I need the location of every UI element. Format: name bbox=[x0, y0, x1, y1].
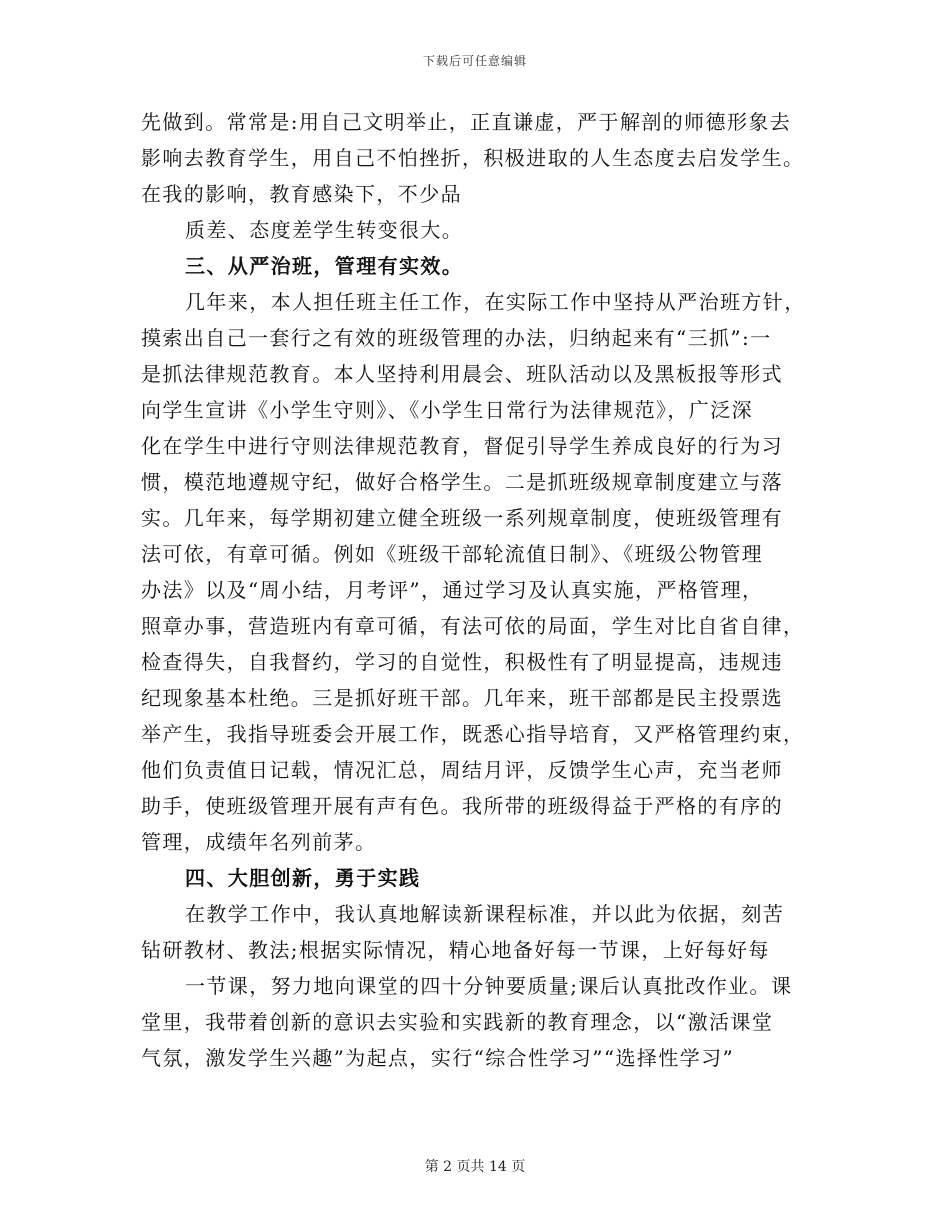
text-line-2: 影响去教育学生，用自己不怕挫折，积极进取的人生态度去启发学生。 bbox=[141, 146, 805, 170]
text-line-17: 纪现象基本杜绝。三是抓好班干部。几年来，班干部都是民主投票选 bbox=[141, 686, 783, 710]
text-line-1: 先做到。常常是:用自己文明举止，正直谦虚，严于解剖的师德形象去 bbox=[141, 110, 792, 134]
section-heading-3: 三、从严治班，管理有实效。 bbox=[185, 254, 464, 278]
text-line-3: 在我的影响，教育感染下，不少品 bbox=[141, 182, 462, 206]
text-line-10: 化在学生中进行守则法律规范教育，督促引导学生养成良好的行为习 bbox=[141, 434, 783, 458]
section-heading-4: 四、大胆创新，勇于实践 bbox=[185, 866, 421, 890]
text-line-20: 助手，使班级管理开展有声有色。我所带的班级得益于严格的有序的 bbox=[141, 794, 783, 818]
text-line-18: 举产生，我指导班委会开展工作，既悉心指导培育，又严格管理约束， bbox=[141, 722, 805, 746]
page-number-footer: 第 2 页共 14 页 bbox=[424, 1159, 526, 1175]
text-line-13: 法可依，有章可循。例如《班级干部轮流值日制》、《班级公物管理 bbox=[141, 542, 763, 566]
text-line-6: 几年来，本人担任班主任工作，在实际工作中坚持从严治班方针， bbox=[185, 290, 806, 314]
text-line-15: 照章办事，营造班内有章可循，有法可依的局面，学生对比自省自律， bbox=[141, 614, 805, 638]
text-line-27: 气氛，激发学生兴趣”为起点，实行“综合性学习”“选择性学习” bbox=[141, 1046, 735, 1070]
text-line-25: 一节课，努力地向课堂的四十分钟要质量;课后认真批改作业。课 bbox=[185, 974, 793, 998]
text-line-11: 惯，模范地遵规守纪，做好合格学生。二是抓班级规章制度建立与落 bbox=[141, 470, 783, 494]
text-line-9: 向学生宣讲《小学生守则》、《小学生日常行为法律规范》，广泛深 bbox=[141, 398, 753, 422]
text-line-8: 是抓法律规范教育。本人坚持利用晨会、班队活动以及黑板报等形式 bbox=[141, 362, 783, 386]
text-line-14: 办法》以及“周小结，月考评”，通过学习及认真实施，严格管理， bbox=[141, 578, 764, 602]
text-line-7: 摸索出自己一套行之有效的班级管理的办法，归纳起来有“三抓”:一 bbox=[141, 326, 772, 350]
text-line-24: 钻研教材、教法;根据实际情况，精心地备好每一节课，上好每好每 bbox=[141, 938, 770, 962]
text-line-19: 他们负责值日记载，情况汇总，周结月评，反馈学生心声，充当老师 bbox=[141, 758, 783, 782]
text-line-12: 实。几年来，每学期初建立健全班级一系列规章制度，使班级管理有 bbox=[141, 506, 783, 530]
text-line-16: 检查得失，自我督约，学习的自觉性，积极性有了明显提高，违规违 bbox=[141, 650, 783, 674]
page-header: 下载后可任意编辑 bbox=[422, 54, 527, 68]
text-line-26: 堂里，我带着创新的意识去实验和实践新的教育理念，以“激活课堂 bbox=[141, 1010, 774, 1034]
document-body bbox=[141, 104, 813, 1076]
text-line-4: 质差、态度差学生转变很大。 bbox=[185, 218, 464, 242]
text-line-23: 在教学工作中，我认真地解读新课程标准，并以此为依据，刻苦 bbox=[185, 902, 785, 926]
text-line-21: 管理，成绩年名列前茅。 bbox=[141, 830, 377, 854]
